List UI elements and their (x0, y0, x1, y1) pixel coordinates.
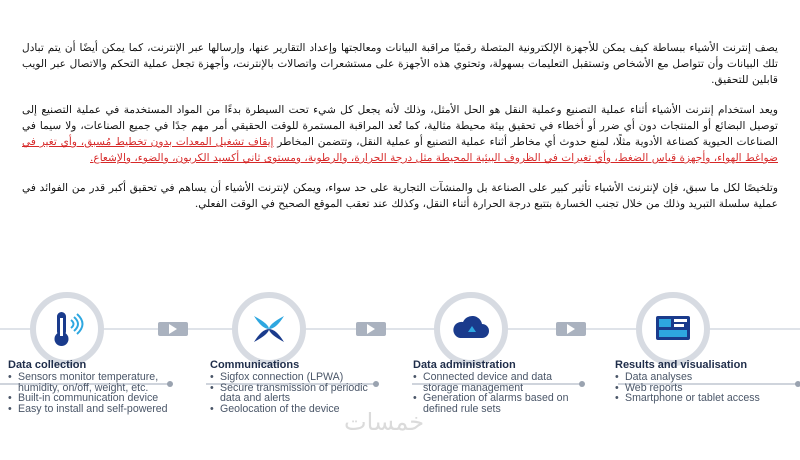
list-item: • Sensors monitor temperature, humidity, on/off, weight, etc. (8, 372, 168, 393)
list-item: • Sigfox connection (LPWA) (210, 372, 370, 383)
cloud-icon (450, 308, 492, 350)
arrow-right-icon (158, 320, 188, 338)
paragraph-risks-text: ويعد استخدام إنترنت الأشياء أثناء عملية التصنيع وعملية النقل هو الحل الأمثل، وذلك لأنه يجعل كل شيء تحت السيطرة بدءًا من المواد المستخدمة في عملية التصنيع إلى توصيل البضائع أو المنتجات دون أي ضرر أو أخطاء في تحقيق بيئة محيطة مثالية، كما تُعد المراقبة المستمرة للوقت الحقيقي أمر مهم جدًا في جميع الصناعات، ولا سيما في الصناعات الحيوية كصناعة الأدوية مثلًا، لمنع حدوث أي مخاطر أثناء عملية التصنيع أو عملية النقل، وتتضمن المخاطر (22, 104, 778, 148)
communications-badge (232, 292, 306, 366)
step-title-data-collection: Data collection (8, 359, 87, 371)
list-item: • Built-in communication device (8, 393, 168, 404)
paragraph-risks (22, 102, 778, 166)
results-visualisation-badge (636, 292, 710, 366)
step-list-data-collection (8, 372, 168, 414)
data-collection-badge (30, 292, 104, 366)
list-item: • Geolocation of the device (210, 404, 370, 415)
list-item: • Connected device and data storage management (413, 372, 578, 393)
step-title-communications: Communications (210, 359, 300, 371)
sigfox-logo-icon (248, 308, 290, 350)
watermark: خمسات (344, 408, 425, 436)
step-list-results (615, 372, 785, 404)
highlighted-risks-text: إيقاف تشغيل المعدات بدون تخطيط مُسبق، وأي تغير في ضواغط الهواء، وأجهزة قياس الضغط، وأي تغيرات في الظروف البيئية المحيطة مثل درجة الحرارة، والرطوبة، ومستوى ثاني أكسيد الكربون، والضوء، والإشعاع. (22, 136, 778, 164)
list-item: • Secure transmission of periodic data and alerts (210, 383, 370, 404)
arrow-right-icon (556, 320, 586, 338)
step-title-data-administration: Data administration (413, 359, 516, 371)
step-list-data-administration (413, 372, 578, 414)
tablet-dashboard-icon (652, 308, 694, 350)
list-item: • Web reports (615, 383, 785, 394)
paragraph-intro: يصف إنترنت الأشياء ببساطة كيف يمكن للأجهزة الإلكترونية المتصلة رقميًا مراقبة البيانات ومعالجتها وإعداد التقارير عنها، وإرسالها عبر الإنترنت، كما يمكن أيضًا أن يتم تبادل تلك البيانات وأن تتواصل مع الأشخاص وتستقبل التعليمات بسهولة، وتحتوي هذه الأجهزة على مستشعرات واتصالات بالإنترنت، وأجهزة تجعل عملية التحكم والاتصال عبر الويب قابلين للتحقيق. (22, 42, 778, 86)
step-title-results: Results and visualisation (615, 359, 748, 371)
thermometer-wifi-icon (46, 308, 88, 350)
list-item: • Easy to install and self-powered (8, 404, 168, 415)
list-item: • Data analyses (615, 372, 785, 383)
arrow-right-icon (356, 320, 386, 338)
data-administration-badge (434, 292, 508, 366)
list-item: • Generation of alarms based on defined rule sets (413, 393, 578, 414)
paragraph-summary: وتلخيصًا لكل ما سبق، فإن لإنترنت الأشياء تأثير كبير على الصناعة بل والمنشآت التجارية على حد سواء، ويمكن لإنترنت الأشياء أن يساهم في تحقيق أكبر قدر من الفوائد في عملية سلسلة التبريد وذلك من خلال تجنب الخسارة بتتبع درجة الحرارة أثناء النقل، وكذلك عند تعقب الموقع الصحيح في الوقت الفعلي. (22, 182, 778, 210)
list-item: • Smartphone or tablet access (615, 393, 785, 404)
article-body (22, 40, 778, 226)
